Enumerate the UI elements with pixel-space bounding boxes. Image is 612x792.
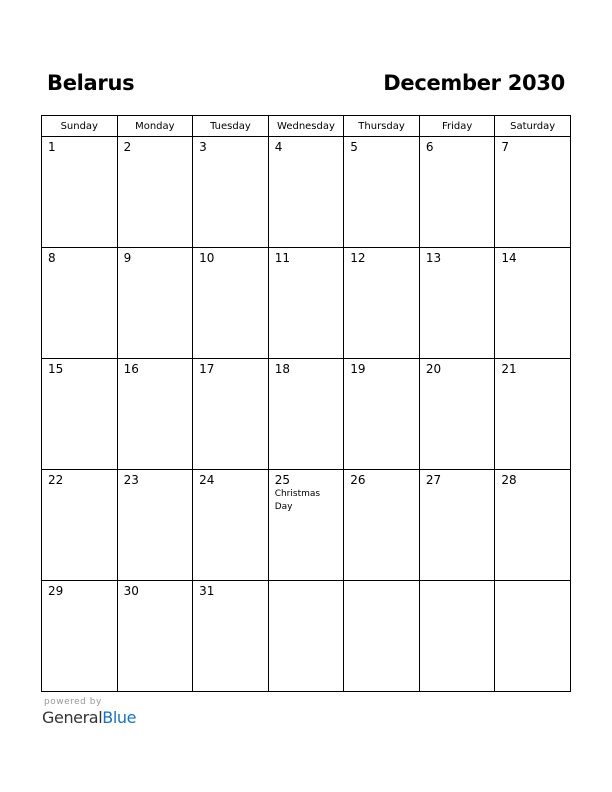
day-number: 21 [501, 362, 517, 376]
day-number: 12 [350, 251, 366, 265]
day-number: 28 [501, 473, 517, 487]
day-cell [268, 470, 344, 581]
day-number: 6 [425, 140, 434, 154]
day-cell [495, 359, 571, 470]
day-cell-empty [495, 581, 571, 692]
day-cell [42, 581, 118, 692]
day-cell [117, 581, 193, 692]
day-cell [268, 137, 344, 248]
day-cell [42, 359, 118, 470]
day-cell [193, 137, 269, 248]
day-cell [117, 248, 193, 359]
brand-general: General [42, 708, 103, 727]
day-number: 17 [199, 362, 215, 376]
day-cell [193, 581, 269, 692]
day-cell [344, 137, 420, 248]
holiday-label: Christmas Day [274, 489, 321, 512]
day-number: 26 [350, 473, 366, 487]
day-number: 14 [501, 251, 517, 265]
day-number: 24 [199, 473, 215, 487]
weekday-header-row [42, 116, 571, 137]
weekday-header-tuesday: Tuesday [193, 116, 269, 137]
week-row [42, 137, 571, 248]
week-row [42, 359, 571, 470]
day-number: 3 [199, 140, 207, 154]
weekday-header-wednesday: Wednesday [268, 116, 344, 137]
weekday-header-sunday: Sunday [42, 116, 118, 137]
month-year-title: December 2030 [383, 71, 565, 95]
day-cell-empty [344, 581, 420, 692]
day-cell [419, 248, 495, 359]
day-number: 9 [123, 251, 132, 265]
day-number: 10 [199, 251, 215, 265]
day-cell [344, 248, 420, 359]
day-cell [193, 248, 269, 359]
powered-by-text: powered by [44, 697, 102, 707]
brand-blue: Blue [102, 708, 137, 727]
day-number: 5 [350, 140, 358, 154]
day-number: 18 [274, 362, 290, 376]
day-cell [193, 359, 269, 470]
day-number: 11 [274, 251, 290, 265]
day-cell-empty [419, 581, 495, 692]
day-number: 4 [274, 140, 283, 154]
country-title: Belarus [47, 71, 135, 95]
day-cell [117, 359, 193, 470]
day-number: 7 [501, 140, 510, 154]
weekday-header-saturday: Saturday [495, 116, 571, 137]
calendar-grid [41, 115, 571, 692]
day-number: 22 [48, 473, 64, 487]
day-cell [344, 470, 420, 581]
day-cell [193, 470, 269, 581]
day-cell-empty [268, 581, 344, 692]
day-cell [117, 470, 193, 581]
day-cell [42, 248, 118, 359]
day-number: 25 [274, 473, 290, 487]
day-number: 20 [425, 362, 442, 376]
day-number: 19 [350, 362, 366, 376]
day-number: 1 [48, 140, 56, 154]
day-cell [268, 359, 344, 470]
week-row [42, 248, 571, 359]
day-number: 13 [425, 251, 442, 265]
day-number: 15 [48, 362, 64, 376]
day-cell [495, 137, 571, 248]
day-number: 16 [123, 362, 139, 376]
day-cell [495, 470, 571, 581]
day-cell [42, 470, 118, 581]
weekday-header-monday: Monday [117, 116, 193, 137]
day-number: 2 [123, 140, 132, 154]
day-number: 30 [123, 584, 139, 598]
day-cell [344, 359, 420, 470]
day-cell [419, 359, 495, 470]
week-row [42, 581, 571, 692]
day-cell [42, 137, 118, 248]
day-cell [268, 248, 344, 359]
day-cell [117, 137, 193, 248]
generalblue-logo[interactable] [42, 708, 136, 727]
day-cell [419, 137, 495, 248]
week-row [42, 470, 571, 581]
day-number: 8 [48, 251, 56, 265]
day-cell [419, 470, 495, 581]
day-number: 31 [199, 584, 215, 598]
weekday-header-thursday: Thursday [344, 116, 420, 137]
day-number: 29 [48, 584, 64, 598]
day-number: 23 [123, 473, 139, 487]
day-cell [495, 248, 571, 359]
weekday-header-friday: Friday [419, 116, 495, 137]
day-number: 27 [425, 473, 442, 487]
